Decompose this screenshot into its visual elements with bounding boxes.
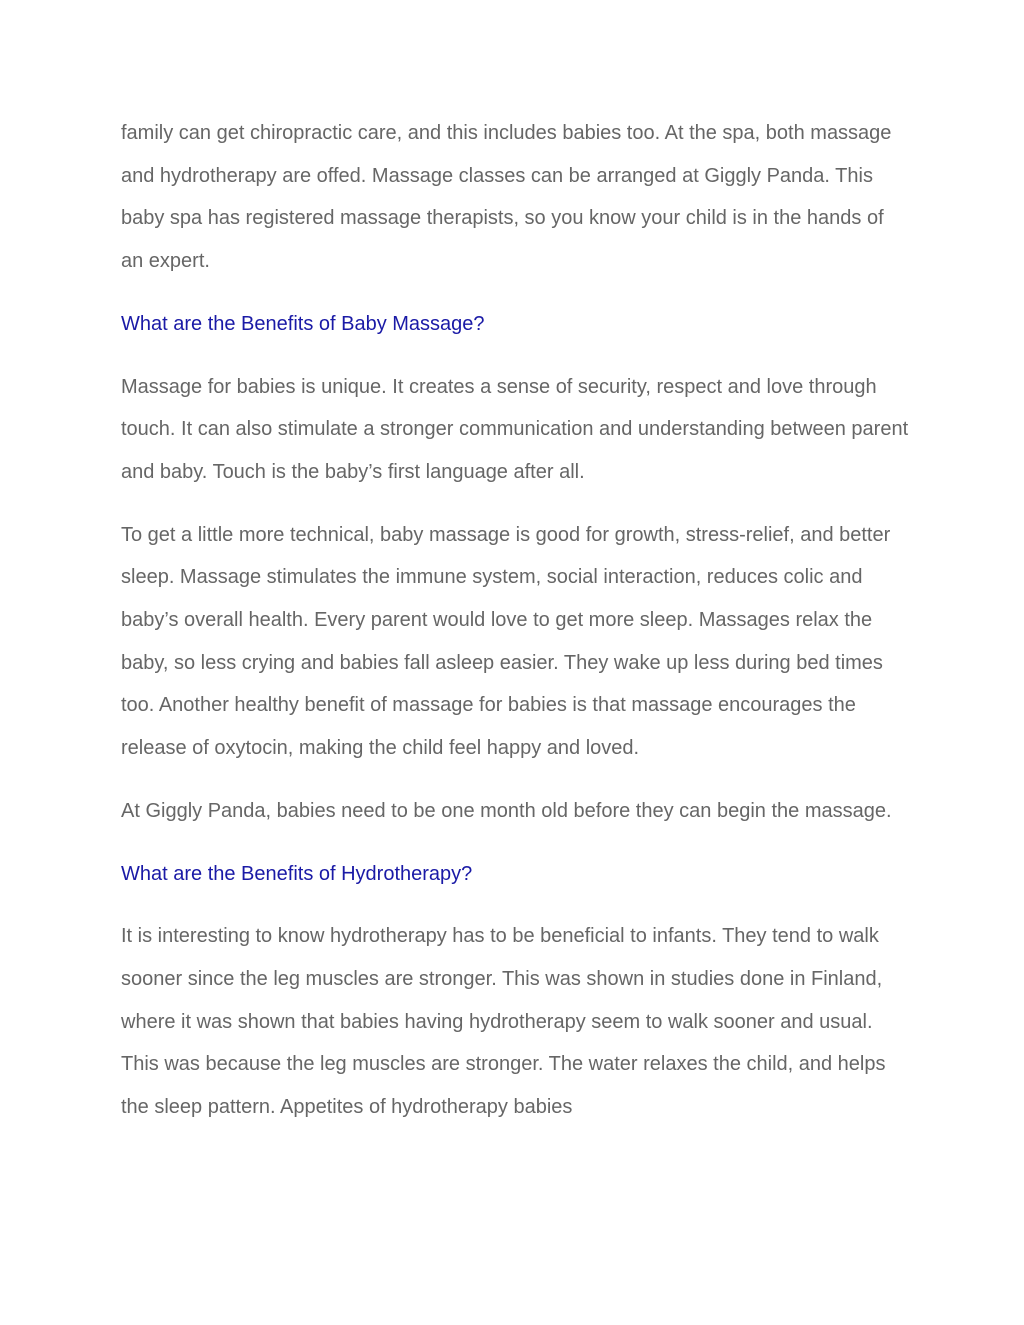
- paragraph-age-requirement: At Giggly Panda, babies need to be one month old before they can begin the massage.: [121, 799, 892, 822]
- spacer: [121, 494, 911, 514]
- paragraph-massage-unique: Massage for babies is unique. It creates a sense of security, respect and love through touch. It can also stimulate a stronger communication and understanding between parent and baby. Touch is the baby’s first language after all.: [121, 375, 909, 483]
- paragraph-hydrotherapy: It is interesting to know hydrotherapy has to be beneficial to infants. They tend to walk sooner since the leg muscles are stronger. This was shown in studies done in Finland, where it was shown that babies having hydrotherapy seem to walk sooner and usual. This was because the leg muscles are stronger. The water relaxes the child, and helps the sleep pattern. Appetites of hydrotherapy babies: [121, 925, 886, 1119]
- spacer: [121, 283, 911, 303]
- heading-baby-massage-benefits: What are the Benefits of Baby Massage?: [121, 312, 485, 335]
- heading-hydrotherapy-benefits: What are the Benefits of Hydrotherapy?: [121, 862, 473, 885]
- spacer: [121, 770, 911, 790]
- spacer: [121, 833, 911, 853]
- spacer: [121, 346, 911, 366]
- paragraph-spa-services: family can get chiropractic care, and this includes babies too. At the spa, both massage and hydrotherapy are offed. Massage classes can be arranged at Giggly Panda. This baby spa has registered massage therapists, so you know your child is in the hands of an expert.: [121, 122, 892, 273]
- paragraph-massage-technical: To get a little more technical, baby massage is good for growth, stress-relief, and better sleep. Massage stimulates the immune system, social interaction, reduces colic and baby’s overall health. Every parent would love to get more sleep. Massages relax the baby, so less crying and babies fall asleep easier. They wake up less during bed times too. Another healthy benefit of massage for babies is that massage encourages the release of oxytocin, making the child feel happy and loved.: [121, 523, 891, 760]
- spacer: [121, 895, 911, 915]
- document-page: [121, 112, 911, 1129]
